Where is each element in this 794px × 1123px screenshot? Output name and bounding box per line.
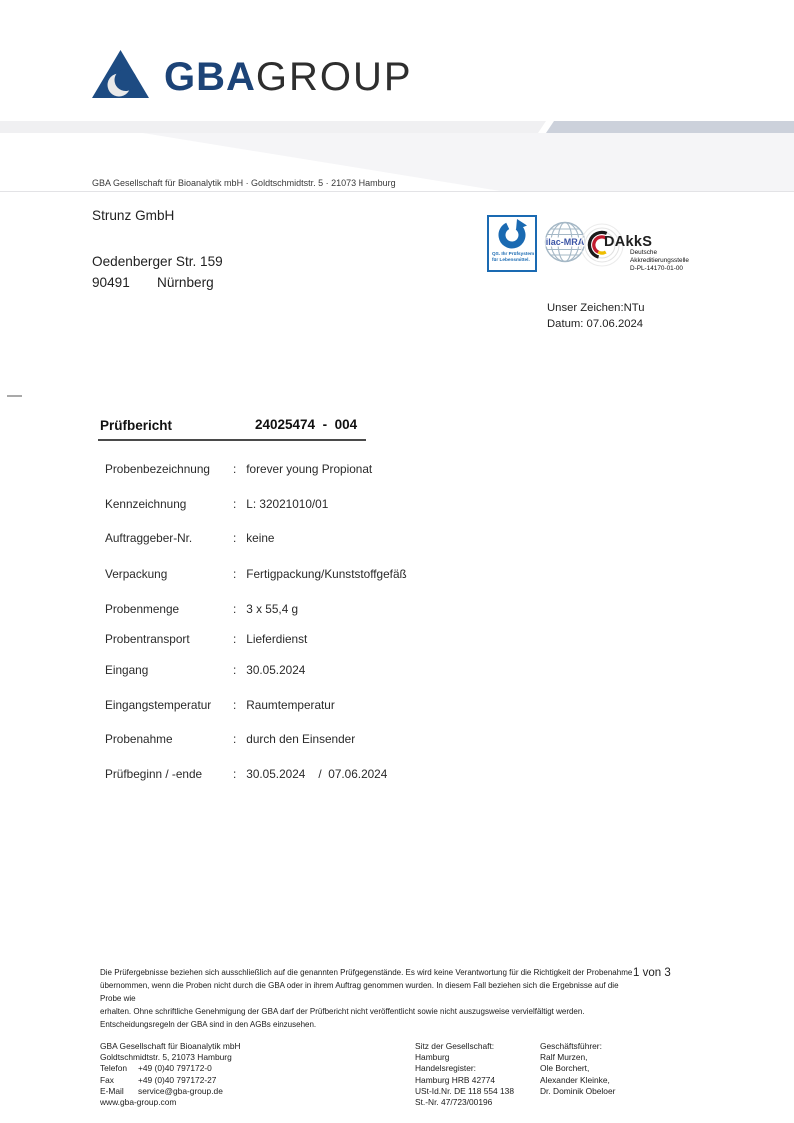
qs-caption-line2: für Lebensmittel.: [492, 256, 530, 262]
logo-text-group: GROUP: [255, 55, 413, 99]
header-bottom-rule: [0, 191, 794, 192]
footer-fax-value: +49 (0)40 797172-27: [138, 1074, 217, 1085]
ilac-mra-text: ilac-MRA: [545, 237, 585, 247]
recipient-city-line: [92, 275, 223, 290]
logo-wordmark: [164, 57, 413, 97]
field-value: forever young Propionat: [246, 462, 373, 476]
field-colon: :: [233, 462, 237, 476]
recipient-address: [92, 208, 223, 290]
sender-line: GBA Gesellschaft für Bioanalytik mbH · Goldtschmidtstr. 5 · 21073 Hamburg: [92, 178, 396, 188]
disclaimer-line4: Entscheidungsregeln der GBA sind in den AGBs einzusehen.: [100, 1019, 317, 1029]
field-row-eingangstemperatur: [105, 698, 525, 712]
registry-line6: St.-Nr. 47/723/00196: [415, 1097, 493, 1108]
dakks-caption-line2: Akkreditierungsstelle: [630, 257, 689, 264]
field-label: Kennzeichnung: [105, 497, 187, 511]
field-colon: :: [233, 767, 237, 781]
gba-triangle-moon-icon: [92, 50, 149, 98]
management-line5: Dr. Dominik Obeloer: [540, 1085, 616, 1096]
footer-email-row: [100, 1086, 241, 1097]
page-number: 1 von 3: [633, 967, 671, 979]
field-label: Verpackung: [105, 567, 168, 581]
registry-line3: Handelsregister:: [415, 1063, 476, 1074]
qs-caption-line1: QS. Ihr Prüfsystem: [492, 251, 535, 256]
footer-email-link[interactable]: service@gba-group.de: [138, 1085, 223, 1096]
dakks-logo: [579, 222, 719, 280]
field-row-probentransport: [105, 632, 525, 646]
report-number: 24025474 - 004: [255, 417, 358, 432]
field-value: 30.05.2024: [246, 663, 306, 677]
footer-phone-label: Telefon: [100, 1063, 128, 1074]
footer-phone-value: +49 (0)40 797172-0: [138, 1063, 212, 1074]
disclaimer-line3: erhalten. Ohne schriftliche Genehmigung der GBA darf der Prüfbericht nicht veröffentlicht sowie nicht auszugsweise vervielfältigt werden.: [100, 1006, 585, 1016]
field-row-pruefbeginn-ende: [105, 767, 525, 781]
report-title-rule: [98, 439, 366, 441]
header-band-dark: [546, 121, 794, 133]
field-colon: :: [233, 567, 237, 581]
recipient-zip: 90491: [92, 275, 130, 290]
fold-mark: [7, 395, 22, 397]
field-colon: :: [233, 531, 237, 545]
field-row-eingang: [105, 663, 525, 677]
footer-registry-column: [415, 1041, 514, 1108]
recipient-name: Strunz GmbH: [92, 208, 175, 223]
recipient-city: Nürnberg: [157, 275, 214, 290]
qs-caption: [489, 251, 535, 263]
report-title: Prüfbericht: [100, 418, 173, 433]
qs-certification-logo: [487, 215, 537, 272]
reference-zeichen: Unser Zeichen:NTu: [547, 302, 645, 314]
field-row-probenbezeichnung: [105, 462, 525, 476]
dakks-caption-line3: D-PL-14170-01-00: [630, 265, 683, 272]
management-line2: Ralf Murzen,: [540, 1052, 588, 1063]
field-value: keine: [246, 531, 275, 545]
field-row-auftraggeber-nr: [105, 531, 525, 545]
field-label: Auftraggeber-Nr.: [105, 531, 193, 545]
dakks-caption: [630, 249, 689, 273]
registry-line5: USt-Id.Nr. DE 118 554 138: [415, 1085, 515, 1096]
footer-company: GBA Gesellschaft für Bioanalytik mbH: [100, 1041, 241, 1051]
field-row-kennzeichnung: [105, 497, 525, 511]
qs-arrow-icon: [491, 219, 533, 250]
footer-fax-row: [100, 1075, 241, 1086]
management-line3: Ole Borchert,: [540, 1063, 590, 1074]
field-row-probenmenge: [105, 602, 525, 616]
field-colon: :: [233, 602, 237, 616]
field-colon: :: [233, 632, 237, 646]
footer-contact-column: [100, 1041, 241, 1108]
field-value: L: 32021010/01: [246, 497, 329, 511]
field-colon: :: [233, 497, 237, 511]
sample-fields: [105, 462, 525, 802]
field-label: Probenmenge: [105, 602, 180, 616]
field-value: 30.05.2024 / 07.06.2024: [246, 767, 388, 781]
footer-email-label: E-Mail: [100, 1085, 124, 1096]
disclaimer-line2: übernommen, wenn die Proben nicht durch die GBA oder in ihrem Auftrag genommen wurden. In diesem Fall beziehen sich die Ergebnisse auf die Probe wie: [100, 980, 619, 1003]
recipient-street: Oedenberger Str. 159: [92, 254, 223, 269]
reference-block: [547, 301, 645, 332]
field-label: Probenbezeichnung: [105, 462, 210, 476]
field-row-verpackung: [105, 567, 525, 581]
registry-line1: Sitz der Gesellschaft:: [415, 1041, 495, 1051]
footer-website-link[interactable]: www.gba-group.com: [100, 1097, 177, 1108]
report-title-row: [100, 417, 400, 435]
dakks-caption-line1: Deutsche: [630, 249, 657, 256]
footer-fax-label: Fax: [100, 1074, 114, 1085]
field-colon: :: [233, 663, 237, 677]
dakks-wordmark: DAkkS: [604, 234, 653, 250]
field-value: 3 x 55,4 g: [246, 602, 299, 616]
field-value: Lieferdienst: [246, 632, 308, 646]
footer-management-column: [540, 1041, 615, 1097]
disclaimer-line1: Die Prüfergebnisse beziehen sich ausschließlich auf die genannten Prüfgegenstände. Es wird keine Verantwortung für die Richtigkeit der Probenahme: [100, 968, 633, 977]
field-colon: :: [233, 698, 237, 712]
footer-phone-row: [100, 1063, 241, 1074]
field-label: Eingangstemperatur: [105, 698, 212, 712]
field-value: Fertigpackung/Kunststoffgefäß: [246, 567, 407, 581]
gba-group-logo: [92, 50, 413, 98]
field-label: Probenahme: [105, 732, 173, 746]
management-line1: Geschäftsführer:: [540, 1041, 602, 1051]
field-label: Probentransport: [105, 632, 190, 646]
field-label: Eingang: [105, 663, 149, 677]
logo-text-gba: GBA: [164, 55, 256, 99]
field-label: Prüfbeginn / -ende: [105, 767, 203, 781]
registry-line4: Hamburg HRB 42774: [415, 1074, 496, 1085]
management-line4: Alexander Kleinke,: [540, 1074, 610, 1085]
field-value: durch den Einsender: [246, 732, 356, 746]
field-colon: :: [233, 732, 237, 746]
field-value: Raumtemperatur: [246, 698, 335, 712]
reference-datum: Datum: 07.06.2024: [547, 317, 644, 330]
footer-address: Goldtschmidtstr. 5, 21073 Hamburg: [100, 1052, 232, 1063]
disclaimer-text: [100, 967, 640, 1032]
registry-line2: Hamburg: [415, 1052, 450, 1063]
field-row-probenahme: [105, 732, 525, 746]
header-band-light: [0, 121, 546, 133]
